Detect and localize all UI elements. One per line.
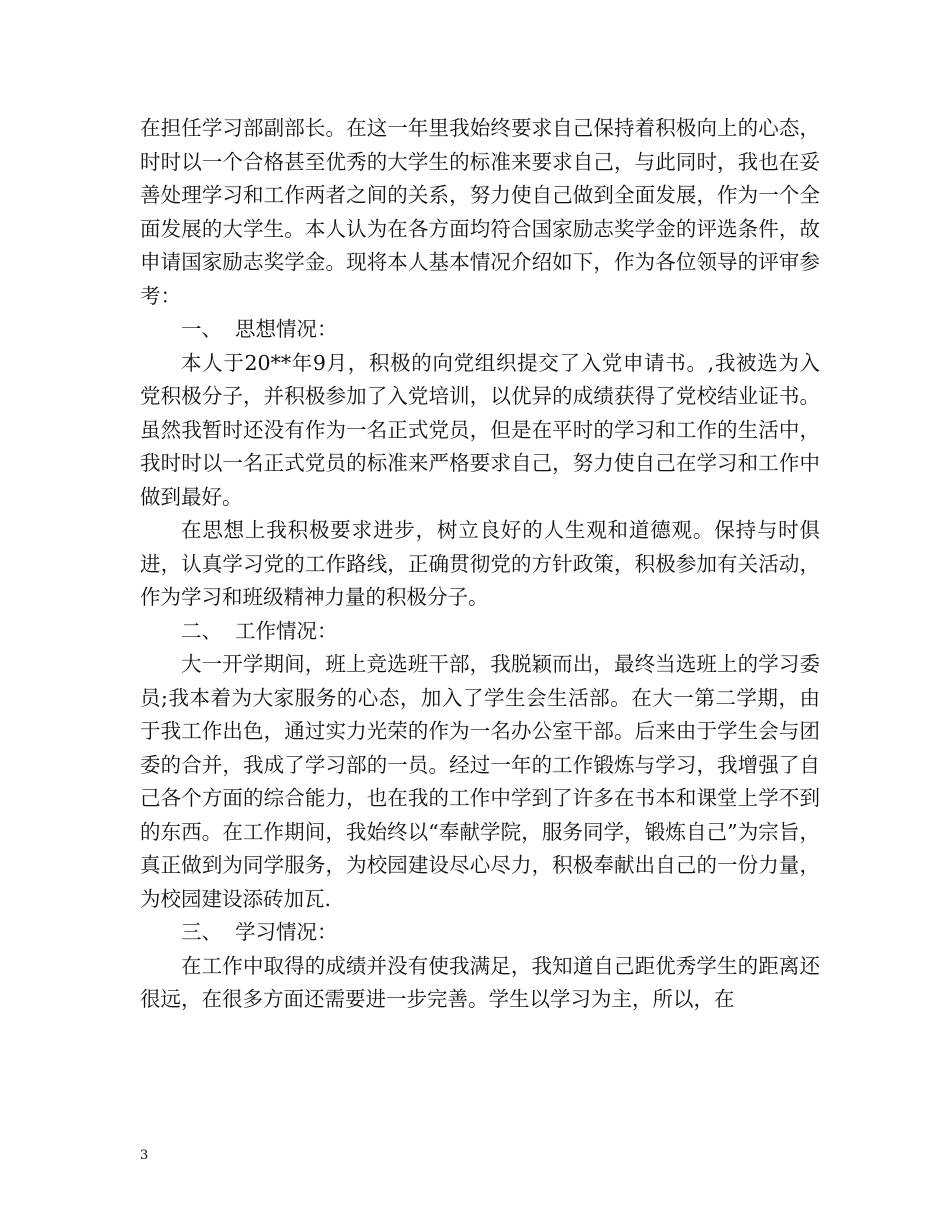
paragraph-intro: 在担任学习部副部长。在这一年里我始终要求自己保持着积极向上的心态，时时以一个合格甚至优秀的大学生的标准来要求自己，与此同时，我也在妥善处理学习和工作两者之间的关系，努力使自己做到全面发展，作为一个全面发展的大学生。本人认为在各方面均符合国家励志奖学金的评选条件，故申请国家励志奖学金。现将本人基本情况介绍如下，作为各位领导的评审参考： [140,116,820,308]
section-heading-work: 二、 工作情况： [181,618,338,643]
paragraph-study: 在工作中取得的成绩并没有使我满足，我知道自己距优秀学生的距离还很远，在很多方面还需要进一步完善。学生以学习为主，所以，在 [140,953,820,1011]
paragraph-work: 大一开学期间，班上竞选班干部，我脱颖而出，最终当选班上的学习委员;我本着为大家服务的心态，加入了学生会生活部。在大一第二学期，由于我工作出色，通过实力光荣的作为一名办公室干部。后来由于学生会与团委的合并，我成了学习部的一员。经过一年的工作锻炼与学习，我增强了自己各个方面的综合能力，也在我的工作中学到了许多在书本和课堂上学不到的东西。在工作期间，我始终以“奉献学院，服务同学，锻炼自己”为宗旨，真正做到为同学服务，为校园建设尽心尽力，积极奉献出自己的一份力量，为校园建设添砖加瓦. [140,652,820,911]
section-heading-thought: 一、 思想情况： [181,317,338,341]
page-number: 3 [140,1148,149,1163]
paragraph-party-application: 本人于20**年9月，积极的向党组织提交了入党申请书。,我被选为入党积极分子，并积极参加了入党培训，以优异的成绩获得了党校结业证书。虽然我暂时还没有作为一名正式党员，但是在平时的学习和工作的生活中，我时时以一名正式党员的标准来严格要求自己，努力使自己在学习和工作中做到最好。 [140,350,820,509]
section-heading-study: 三、 学习情况： [181,920,338,944]
paragraph-ideology: 在思想上我积极要求进步，树立良好的人生观和道德观。保持与时俱进，认真学习党的工作路线，正确贯彻党的方针政策，积极参加有关活动，作为学习和班级精神力量的积极分子。 [140,518,820,609]
document-body [140,112,820,1017]
